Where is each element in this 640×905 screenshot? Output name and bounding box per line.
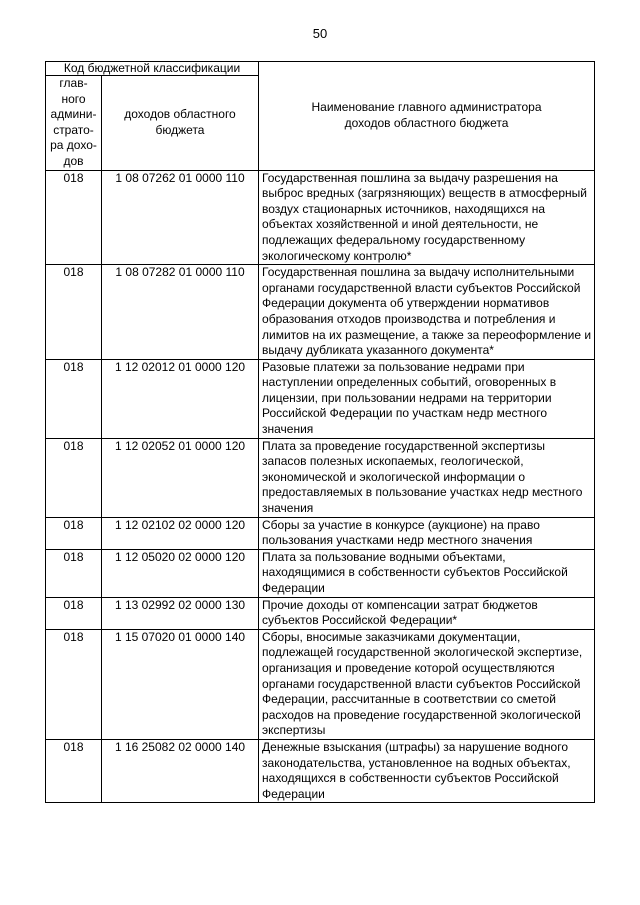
admin-code-cell: 018 bbox=[46, 359, 102, 438]
admin-code-cell: 018 bbox=[46, 438, 102, 517]
income-name-cell: Разовые платежи за пользование недрами при наступлении определенных событий, оговоренных в лицензии, при пользовании недрами на территории Российской Федерации по участкам недр местного значения bbox=[259, 359, 595, 438]
income-code-cell: 1 12 05020 02 0000 120 bbox=[102, 549, 259, 597]
income-code-cell: 1 12 02052 01 0000 120 bbox=[102, 438, 259, 517]
table-row bbox=[46, 739, 595, 802]
income-code-cell: 1 15 07020 01 0000 140 bbox=[102, 629, 259, 739]
income-name-cell: Государственная пошлина за выдачу разрешения на выброс вредных (загрязняющих) веществ в атмосферный воздух стационарных источников, находящихся на объектах хозяйственной и иной деятельности, не подлежащих федеральному государственному экологическому контролю* bbox=[259, 170, 595, 265]
header-regional-budget-income bbox=[102, 76, 259, 171]
income-code-cell: 1 13 02992 02 0000 130 bbox=[102, 597, 259, 629]
table-row bbox=[46, 629, 595, 739]
header-budget-classification-code: Код бюджетной классификации bbox=[46, 62, 259, 76]
header-row-group bbox=[46, 62, 595, 76]
admin-code-cell: 018 bbox=[46, 739, 102, 802]
income-code-cell: 1 08 07262 01 0000 110 bbox=[102, 170, 259, 265]
admin-code-cell: 018 bbox=[46, 629, 102, 739]
table-row bbox=[46, 170, 595, 265]
income-name-cell: Сборы, вносимые заказчиками документации, подлежащей государственной экологической экспертизе, организация и проведение которой осуществляются органами государственной власти субъектов Российской Федерации, рассчитанные в соответствии со сметой расходов на проведение государственной экологической экспертизы bbox=[259, 629, 595, 739]
admin-code-cell: 018 bbox=[46, 597, 102, 629]
budget-classification-table bbox=[45, 61, 595, 803]
income-name-cell: Государственная пошлина за выдачу исполнительными органами государственной власти субъектов Российской Федерации документа об утверждении нормативов образования отходов производства и потребления и лимитов на их размещение, а также за переоформление и выдачу дубликата указанного документа* bbox=[259, 265, 595, 360]
income-code-cell: 1 12 02012 01 0000 120 bbox=[102, 359, 259, 438]
income-code-cell: 1 08 07282 01 0000 110 bbox=[102, 265, 259, 360]
header-chief-administrator-text: глав- ного админи- страто- ра дохо- дов bbox=[50, 76, 97, 168]
admin-code-cell: 018 bbox=[46, 549, 102, 597]
header-administrator-name-text: Наименование главного администратора доходов областного бюджета bbox=[311, 100, 542, 130]
table-row bbox=[46, 549, 595, 597]
table-row bbox=[46, 359, 595, 438]
table-row bbox=[46, 265, 595, 360]
admin-code-cell: 018 bbox=[46, 170, 102, 265]
table-row bbox=[46, 597, 595, 629]
table-header bbox=[46, 62, 595, 171]
income-name-cell: Плата за проведение государственной экспертизы запасов полезных ископаемых, геологической, экономической и экологической информации о предоставляемых в пользование участках недр местного значения bbox=[259, 438, 595, 517]
income-code-cell: 1 16 25082 02 0000 140 bbox=[102, 739, 259, 802]
table-body bbox=[46, 170, 595, 803]
header-chief-administrator bbox=[46, 76, 102, 171]
income-name-cell: Сборы за участие в конкурсе (аукционе) на право пользования участками недр местного значения bbox=[259, 517, 595, 549]
income-name-cell: Плата за пользование водными объектами, находящимися в собственности субъектов Российской Федерации bbox=[259, 549, 595, 597]
header-administrator-name bbox=[259, 62, 595, 171]
income-name-cell: Денежные взыскания (штрафы) за нарушение водного законодательства, установленное на водных объектах, находящихся в собственности субъектов Российской Федерации bbox=[259, 739, 595, 802]
admin-code-cell: 018 bbox=[46, 265, 102, 360]
table-row bbox=[46, 517, 595, 549]
income-code-cell: 1 12 02102 02 0000 120 bbox=[102, 517, 259, 549]
page-number: 50 bbox=[312, 26, 328, 41]
admin-code-cell: 018 bbox=[46, 517, 102, 549]
income-name-cell: Прочие доходы от компенсации затрат бюджетов субъектов Российской Федерации* bbox=[259, 597, 595, 629]
table-row bbox=[46, 438, 595, 517]
header-regional-budget-income-text: доходов областного бюджета bbox=[124, 107, 236, 137]
